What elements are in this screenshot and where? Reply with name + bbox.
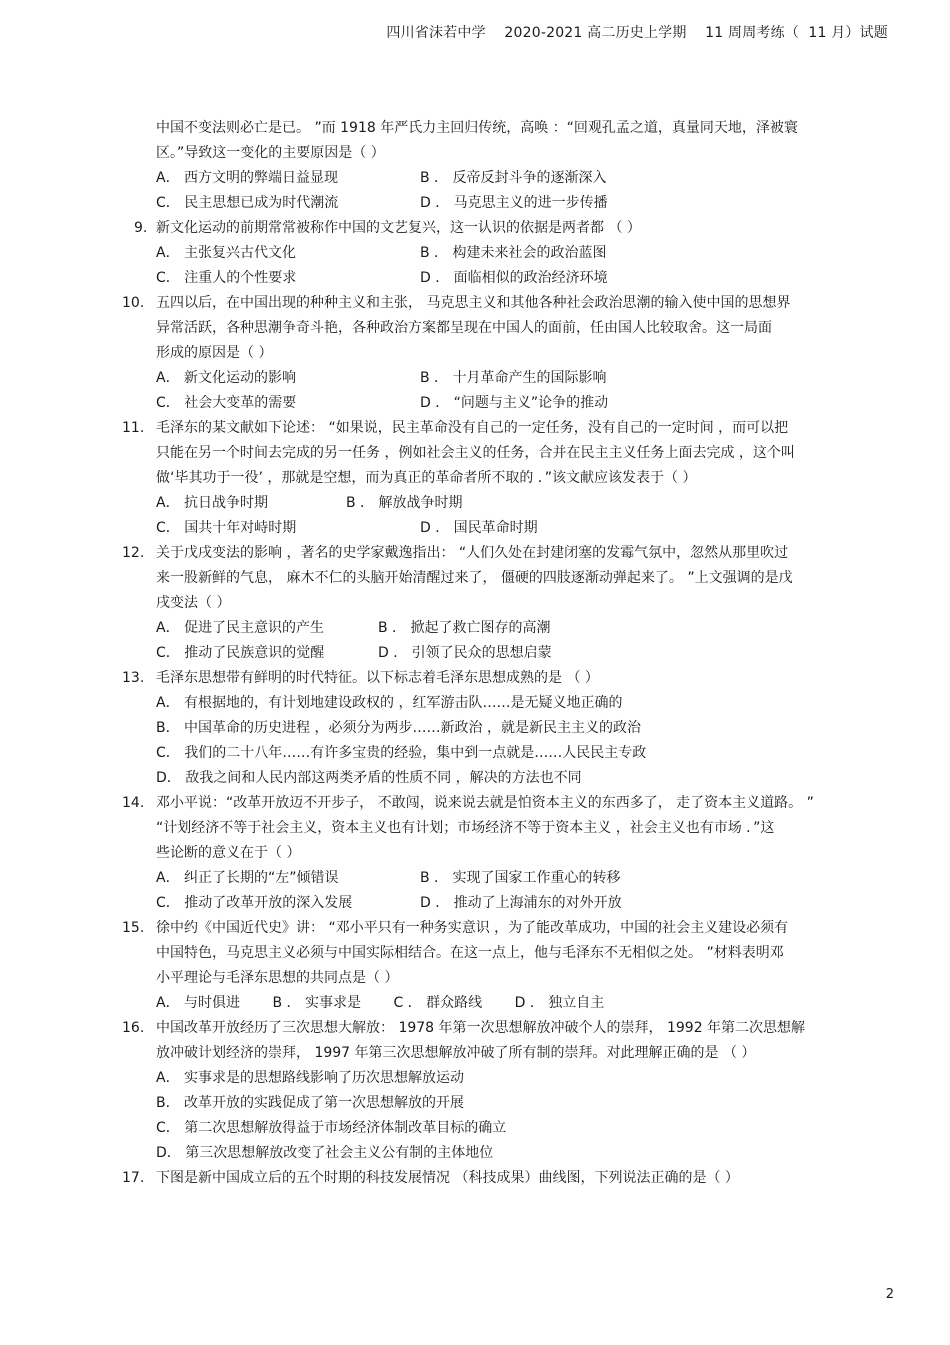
question-number: 10. [122,295,145,311]
question-number: 9. [134,220,148,236]
question-list [122,116,902,1191]
option-b: B． 改革开放的实践促成了第一次思想解放的开展 [156,1095,465,1111]
question-number: 15. [122,920,145,936]
question-text: 形成的原因是（ ） [156,345,273,361]
question-text: 些论断的意义在于（ ） [156,845,301,861]
page-header: 四川省沫若中学 2020-2021 高二历史上学期 11 周周考练（ 11 月）试题 [386,25,888,41]
question-text: 新文化运动的前期常常被称作中国的文艺复兴，这一认识的依据是两者都 （ ） [156,220,641,236]
question-text: 小平理论与毛泽东思想的共同点是（ ） [156,970,399,986]
question-text: “计划经济不等于社会主义，资本主义也有计划；市场经济不等于资本主义 ，社会主义也有市场 ．”这 [156,820,775,836]
question-13 [122,666,902,791]
option-row [122,491,902,516]
question-text: 徐中约《中国近代史》讲： “邓小平只有一种务实意识 ，为了能改革成功，中国的社会主义建设必须有 [156,920,789,936]
option-b: B． 中国革命的历史进程 ，必须分为两步……新政治 ，就是新民主主义的政治 [156,720,641,736]
option-a: A． 与时俱进 [156,995,241,1011]
option-b: B ． 实事求是 [272,995,361,1011]
option-c: C ． 群众路线 [393,995,483,1011]
option-b: B ． 构建未来社会的政治蓝图 [420,245,607,261]
option-a: A． 促进了民主意识的产生 [156,620,325,636]
option-row [122,266,902,291]
option-c: C． 推动了民族意识的觉醒 [156,645,325,661]
option-c: C． 第二次思想解放得益于市场经济体制改革目标的确立 [156,1120,507,1136]
option-c: C． 社会大变革的需要 [156,395,297,411]
option-d: D ． “问题与主义”论争的推动 [420,395,609,411]
option-d: D． 敌我之间和人民内部这两类矛盾的性质不同 ，解决的方法也不同 [156,770,582,786]
option-d: D ． 面临相似的政治经济环境 [420,270,608,286]
question-14 [122,791,902,916]
page-number: 2 [885,1287,894,1302]
option-a: A． 纠正了长期的“左”倾错误 [156,870,339,886]
option-a: A． 西方文明的弊端日益显现 [156,170,339,186]
question-text: 中国不变法则必亡是已。 ”而 1918 年严氏力主回归传统，高唤 ：“回观孔孟之道，真量同天地，泽被寰 [156,120,798,136]
option-row [122,391,902,416]
question-number: 12. [122,545,145,561]
option-a: A． 主张复兴古代文化 [156,245,297,261]
question-text: 戌变法（ ） [156,595,231,611]
option-c: C． 注重人的个性要求 [156,270,297,286]
option-c: C． 推动了改革开放的深入发展 [156,895,353,911]
question-12 [122,541,902,666]
question-text: 放冲破计划经济的崇拜， 1997 年第三次思想解放冲破了所有制的崇拜。对此理解正确的是 （ ） [156,1045,756,1061]
option-a: A． 实事求是的思想路线影响了历次思想解放运动 [156,1070,465,1086]
question-text: 做‘毕其功于一役’ ，那就是空想，而为真正的革命者所不取的 ．”该文献应该发表于（ ） [156,470,697,486]
option-row [122,191,902,216]
option-row [122,241,902,266]
question-text: 关于戊戌变法的影响 ，著名的史学家戴逸指出： “人们久处在封建闭塞的发霉气氛中，忽然从那里吹过 [156,545,789,561]
question-text: 中国改革开放经历了三次思想大解放： 1978 年第一次思想解放冲破个人的崇拜， 1992 年第二次思想解 [156,1020,806,1036]
option-b: B ． 反帝反封斗争的逐渐深入 [420,170,607,186]
option-row [122,866,902,891]
question-text: 毛泽东思想带有鲜明的时代特征。以下标志着毛泽东思想成熟的是 （ ） [156,670,599,686]
option-c: C． 民主思想已成为时代潮流 [156,195,339,211]
option-c: C． 我们的二十八年……有许多宝贵的经验，集中到一点就是……人民民主专政 [156,745,647,761]
question-15 [122,916,902,1016]
option-d: D ． 推动了上海浦东的对外开放 [420,895,622,911]
question-number: 16. [122,1020,145,1036]
option-d: D ． 引领了民众的思想启蒙 [378,645,552,661]
question-text: 来一股新鲜的气息， 麻木不仁的头脑开始清醒过来了， 僵硬的四肢逐渐动弹起来了。 ”上文强调的是戊 [156,570,793,586]
question-text: 五四以后，在中国出现的种种主义和主张， 马克思主义和其他各种社会政治思潮的输入使中国的思想界 [156,295,791,311]
option-b: B ． 实现了国家工作重心的转移 [420,870,621,886]
question-10 [122,291,902,416]
question-number: 11. [122,420,145,436]
option-a: A． 抗日战争时期 [156,495,269,511]
option-b: B ． 十月革命产生的国际影响 [420,370,607,386]
option-row [122,516,902,541]
option-row [122,616,902,641]
question-text: 中国特色，马克思主义必须与中国实际相结合。在这一点上，他与毛泽东不无相似之处。 ”材料表明邓 [156,945,784,961]
option-d: D． 第三次思想解放改变了社会主义公有制的主体地位 [156,1145,494,1161]
question-17 [122,1166,902,1191]
option-d: D ． 马克思主义的进一步传播 [420,195,608,211]
option-row [122,166,902,191]
question-number: 14. [122,795,145,811]
question-text: 异常活跃，各种思潮争奇斗艳，各种政治方案都呈现在中国人的面前，任由国人比较取舍。这一局面 [156,320,772,336]
question-text: 毛泽东的某文献如下论述： “如果说，民主革命没有自己的一定任务，没有自己的一定时间 ，而可以把 [156,420,789,436]
question-text: 区。”导致这一变化的主要原因是（ ） [156,145,385,161]
question-9 [122,216,902,291]
question-text: 邓小平说：“改革开放迈不开步子， 不敢闯，说来说去就是怕资本主义的东西多了， 走了资本主义道路。 ” [156,795,814,811]
question-8 [122,116,902,216]
question-16 [122,1016,902,1166]
question-number: 17. [122,1170,145,1186]
option-c: C． 国共十年对峙时期 [156,520,297,536]
question-text: 下图是新中国成立后的五个时期的科技发展情况 （科技成果）曲线图，下列说法正确的是（ ） [156,1170,739,1186]
option-row [122,891,902,916]
option-row [122,991,902,1016]
option-row [122,366,902,391]
question-text: 只能在另一个时间去完成的另一任务 ，例如社会主义的任务，合并在民主主义任务上面去完成 ，这个叫 [156,445,795,461]
option-a: A． 新文化运动的影响 [156,370,297,386]
question-number: 13. [122,670,145,686]
question-11 [122,416,902,541]
option-b: B ． 解放战争时期 [346,495,463,511]
option-a: A． 有根据地的，有计划地建设政权的 ，红军游击队……是无疑义地正确的 [156,695,623,711]
option-row [122,641,902,666]
option-b: B ． 掀起了救亡图存的高潮 [378,620,551,636]
option-d: D ． 国民革命时期 [420,520,538,536]
option-d: D ． 独立自主 [514,995,605,1011]
